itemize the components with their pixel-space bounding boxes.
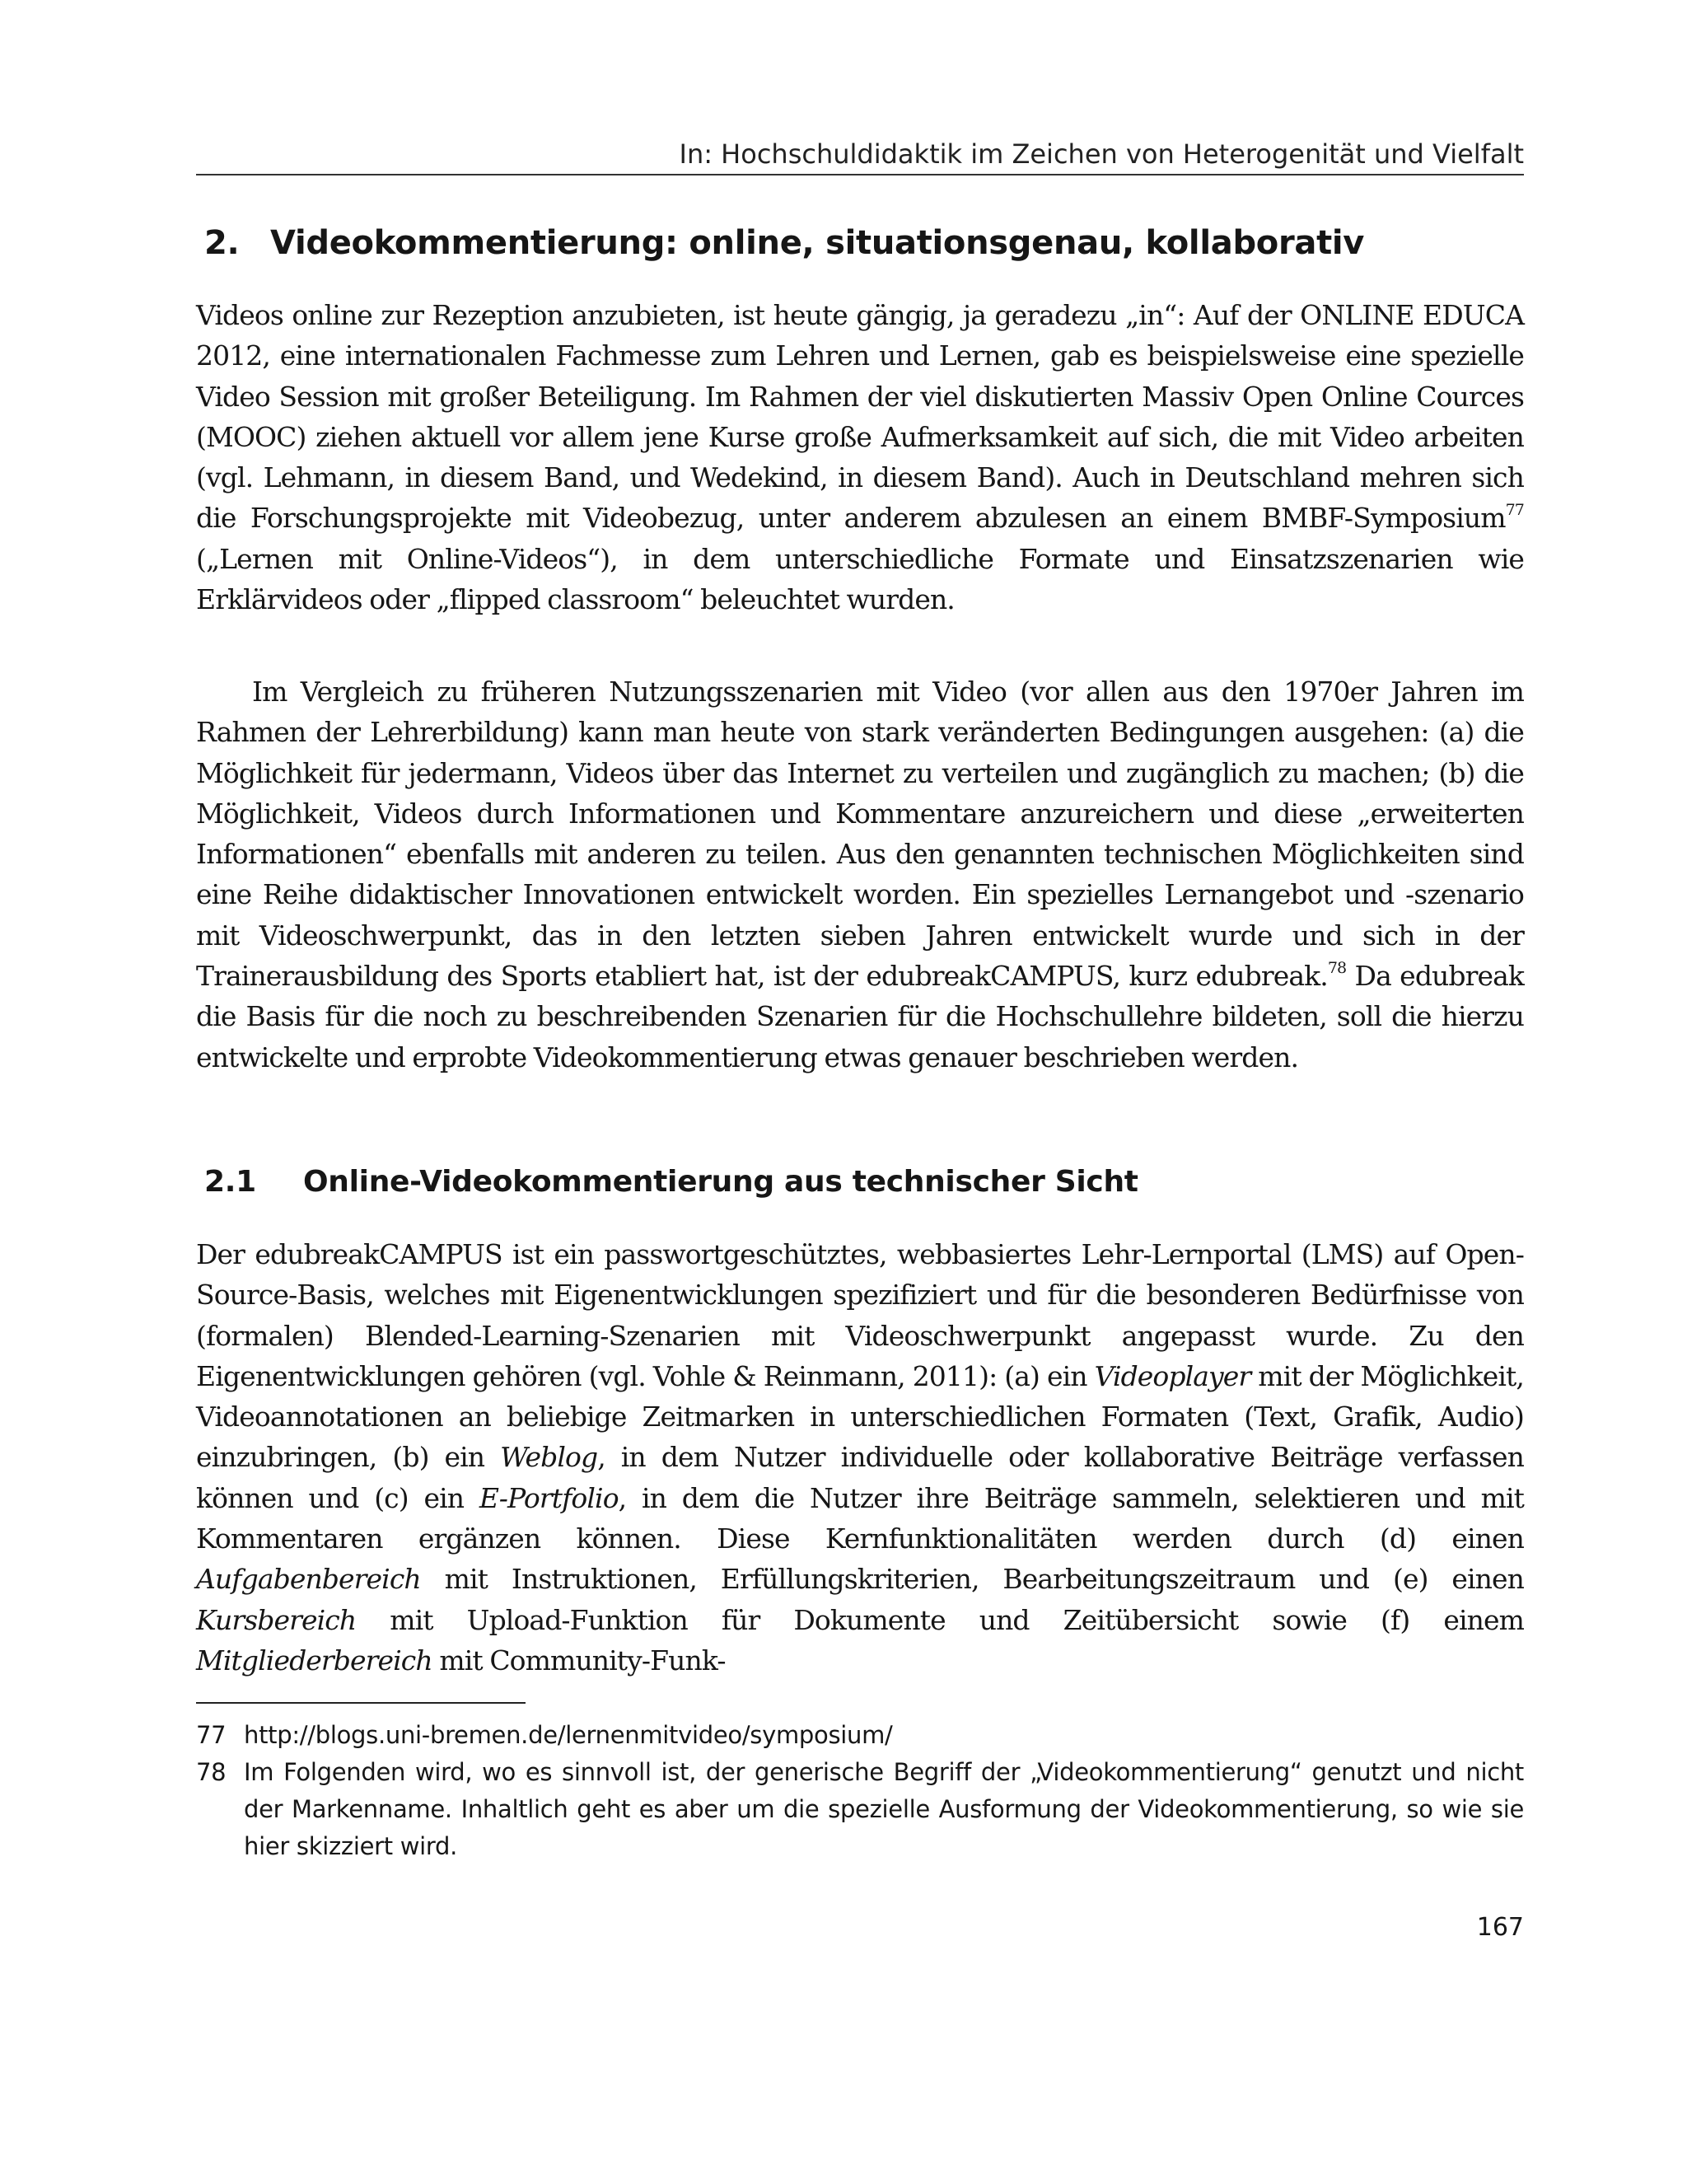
- footnotes: [196, 1717, 1524, 1865]
- subsection-number: 2.1: [204, 1165, 256, 1199]
- footnote-78: [196, 1754, 1524, 1865]
- footnote-ref-78: 78: [1327, 959, 1347, 978]
- term-aufgabenbereich: Aufgabenbereich: [196, 1563, 421, 1596]
- term-weblog: Weblog: [500, 1441, 598, 1474]
- term-mitgliederbereich: Mitgliederbereich: [196, 1644, 432, 1677]
- paragraph-3-text-7: mit Community-Funk-: [432, 1644, 726, 1677]
- subsection-heading: [204, 1165, 1138, 1199]
- paragraph-1-text-b: („Lernen mit Online-Videos“), in dem unterschiedliche Formate und Einsatzszenarien wie Erklärvideos oder „flipped classroom“ beleuchtet wurden.: [196, 542, 1524, 616]
- paragraph-3-text-3: , in dem Nutzer individuelle oder kollaborative Beiträge verfassen können und (c) ein: [196, 1441, 1524, 1514]
- paragraph-3-text-6: mit Upload-Funktion für Dokumente und Zeitübersicht sowie (f) einem: [356, 1603, 1524, 1636]
- running-header: In: Hochschuldidaktik im Zeichen von Heterogenität und Vielfalt: [679, 138, 1524, 170]
- term-kursbereich: Kursbereich: [196, 1603, 357, 1636]
- footnote-77: [196, 1717, 1524, 1754]
- footnote-ref-77: 77: [1505, 501, 1524, 520]
- paragraph-2: [196, 671, 1524, 1078]
- section-heading: [204, 224, 1364, 262]
- paragraph-2-text-a: Im Vergleich zu früheren Nutzungsszenarien mit Video (vor allen aus den 1970er Jahren im Rahmen der Lehrerbildung) kann man heute von stark veränderten Bedingungen ausgehen: (a) die Möglichkeit für jedermann, Videos über das Internet zu verteilen und zugänglich zu machen; (b) die Möglichkeit, Videos durch Informationen und Kommentare anzureichern und diese „erweiterten Informationen“ ebenfalls mit anderen zu teilen. Aus den genannten technischen Möglichkeiten sind eine Reihe didaktischer Innovationen entwickelt worden. Ein spezielles Lernangebot und -szenario mit Videoschwerpunkt, das in den letzten sieben Jahren entwickelt wurde und sich in der Trainerausbildung des Sports etabliert hat, ist der edubreakCAMPUS, kurz edubreak.: [196, 676, 1524, 993]
- term-videoplayer: Videoplayer: [1094, 1359, 1251, 1392]
- header-rule: [196, 174, 1524, 175]
- paragraph-3-text-4: , in dem die Nutzer ihre Beiträge sammeln, selektieren und mit Kommentaren ergänzen können. Diese Kernfunktionalitäten werden durch (d) einen: [196, 1481, 1524, 1555]
- paragraph-1-text-a: Videos online zur Rezeption anzubieten, ist heute gängig, ja geradezu „in“: Auf der ONLINE EDUCA 2012, eine internationalen Fachmesse zum Lehren und Lernen, gab es beispielsweise eine spezielle Video Session mit großer Beteiligung. Im Rahmen der viel diskutierten Massiv Open Online Cources (MOOC) ziehen aktuell vor allem jene Kurse große Aufmerksamkeit auf sich, die mit Video arbeiten (vgl. Lehmann, in diesem Band, und Wedekind, in diesem Band). Auch in Deutschland mehren sich die Forschungsprojekte mit Videobezug, unter anderem abzulesen an einem BMBF-Symposium: [196, 299, 1524, 535]
- footnote-rule: [196, 1702, 526, 1704]
- paragraph-3: [196, 1234, 1524, 1681]
- section-title: Videokommentierung: online, situationsgenau, kollaborativ: [270, 224, 1365, 262]
- paragraph-3-text-2: mit der Möglichkeit, Videoannotationen an beliebige Zeitmarken in unterschiedlichen Formaten (Text, Grafik, Audio) einzubringen, (b) ein: [196, 1359, 1524, 1474]
- footnote-number: 77: [196, 1721, 227, 1749]
- paragraph-3-text-1: Der edubreakCAMPUS ist ein passwortgeschütztes, webbasiertes Lehr-Lernportal (LMS) auf Open-Source-Basis, welches mit Eigenentwicklungen spezifiziert und für die besonderen Bedürfnisse von (formalen) Blended-Learning-Szenarien mit Videoschwerpunkt angepasst wurde. Zu den Eigenentwicklungen gehören (vgl. Vohle & Reinmann, 2011): (a) ein: [196, 1238, 1524, 1392]
- subsection-title: Online-Videokommentierung aus technischer Sicht: [303, 1165, 1138, 1199]
- term-e-portfolio: E-Portfolio: [479, 1481, 619, 1514]
- paragraph-2-text-b: Da edubreak die Basis für die noch zu beschreibenden Szenarien für die Hochschullehre bildeten, soll die hierzu entwickelte und erprobte Videokommentierung etwas genauer beschrieben werden.: [196, 960, 1524, 1073]
- paragraph-3-text-5: mit Instruktionen, Erfüllungskriterien, Bearbeitungszeitraum und (e) einen: [420, 1563, 1524, 1596]
- footnote-text: http://blogs.uni-bremen.de/lernenmitvideo/symposium/: [244, 1721, 893, 1749]
- section-number: 2.: [204, 224, 240, 262]
- page-number: 167: [1476, 1913, 1524, 1942]
- paragraph-1: [196, 295, 1524, 620]
- footnote-number: 78: [196, 1758, 227, 1786]
- footnote-text: Im Folgenden wird, wo es sinnvoll ist, der generische Begriff der „Videokommentierung“ genutzt und nicht der Markenname. Inhaltlich geht es aber um die spezielle Ausformung der Videokommentierung, so wie sie hier skizziert wird.: [244, 1758, 1524, 1860]
